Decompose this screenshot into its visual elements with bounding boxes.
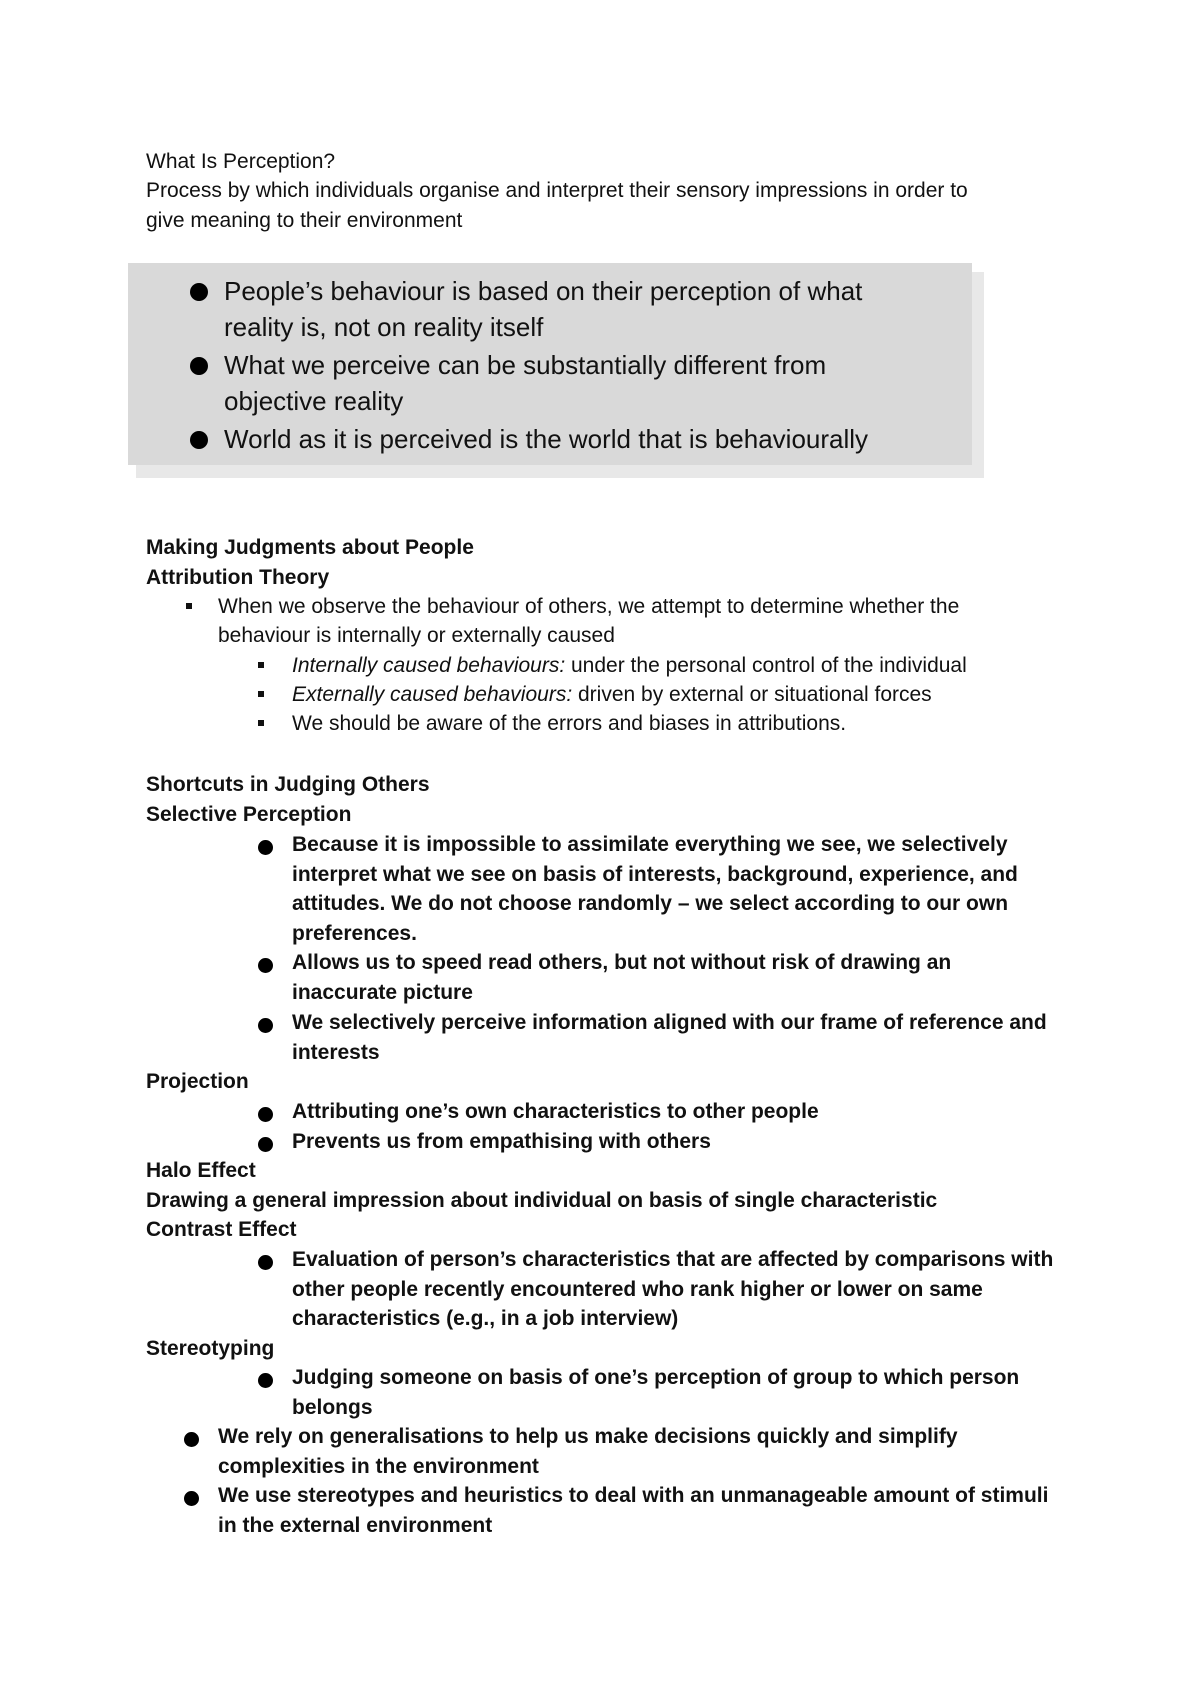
callout-bullet2-line1: What we perceive can be substantially different from [224,350,827,380]
external-text: driven by external or situational forces [572,683,932,706]
attribution-main-line2: behaviour is internally or externally caused [218,624,615,647]
intro-definition-line2: give meaning to their environment [146,209,463,232]
bullet-dot-icon [258,1255,273,1270]
internal-text: under the personal control of the individual [565,654,967,677]
callout-bullet1-line2: reality is, not on reality itself [224,312,544,342]
perception-callout-box [128,263,972,465]
square-bullet-icon [258,720,264,726]
intro-title: What Is Perception? [146,150,336,173]
projection-heading: Projection [146,1070,249,1093]
stereotyping-b2-l2: complexities in the environment [218,1455,539,1478]
projection-b1: Attributing one’s own characteristics to other people [292,1100,819,1123]
attribution-sub2 [292,680,932,709]
shortcuts-heading: Shortcuts in Judging Others [146,773,430,796]
stereotyping-b2-l1: We rely on generalisations to help us make decisions quickly and simplify [218,1425,958,1448]
bullet-dot-icon [258,840,273,855]
attribution-sub3: We should be aware of the errors and biases in attributions. [292,712,847,735]
selective-b3-l1: We selectively perceive information aligned with our frame of reference and [292,1011,1047,1034]
bullet-dot-icon [190,431,208,449]
bullet-dot-icon [258,1137,273,1152]
stereotyping-b1-l1: Judging someone on basis of one’s perception of group to which person [292,1366,1020,1389]
attribution-sub1 [292,651,967,680]
square-bullet-icon [258,691,264,697]
intro-definition-line1: Process by which individuals organise and interpret their sensory impressions in order to [146,179,968,202]
bullet-dot-icon [184,1491,199,1506]
callout-bullet2-line2: objective reality [224,386,404,416]
bullet-dot-icon [258,958,273,973]
selective-b1-l3: attitudes. We do not choose randomly – we select according to our own [292,892,1009,915]
selective-b2-l1: Allows us to speed read others, but not without risk of drawing an [292,951,952,974]
contrast-b1-l3: characteristics (e.g., in a job interview) [292,1307,679,1330]
internal-term: Internally caused behaviours: [292,654,566,677]
selective-b2-l2: inaccurate picture [292,981,473,1004]
callout-bullet3-line1: World as it is perceived is the world that is behaviourally [224,424,869,454]
bullet-dot-icon [184,1432,199,1447]
bullet-dot-icon [190,357,208,375]
bullet-dot-icon [258,1018,273,1033]
contrast-effect-heading: Contrast Effect [146,1218,297,1241]
stereotyping-b3-l2: in the external environment [218,1514,493,1537]
projection-b2: Prevents us from empathising with others [292,1130,711,1153]
halo-effect-text: Drawing a general impression about individual on basis of single characteristic [146,1189,938,1212]
bullet-dot-icon [258,1107,273,1122]
contrast-b1-l2: other people recently encountered who rank higher or lower on same [292,1278,983,1301]
external-term: Externally caused behaviours: [292,683,573,706]
bullet-dot-icon [258,1373,273,1388]
selective-b1-l2: interpret what we see on basis of interests, background, experience, and [292,863,1018,886]
contrast-b1-l1: Evaluation of person’s characteristics that are affected by comparisons with [292,1248,1054,1271]
attribution-main-line1: When we observe the behaviour of others, we attempt to determine whether the [218,595,960,618]
bullet-dot-icon [190,283,208,301]
selective-perception-heading: Selective Perception [146,803,352,826]
selective-b1-l4: preferences. [292,922,417,945]
halo-effect-heading: Halo Effect [146,1159,256,1182]
judgments-heading: Making Judgments about People [146,536,474,559]
stereotyping-heading: Stereotyping [146,1337,275,1360]
callout-bullet1-line1: People’s behaviour is based on their perception of what [224,276,863,306]
selective-b3-l2: interests [292,1041,380,1064]
stereotyping-b3-l1: We use stereotypes and heuristics to deal with an unmanageable amount of stimuli [218,1484,1049,1507]
stereotyping-b1-l2: belongs [292,1396,373,1419]
square-bullet-icon [258,662,264,668]
selective-b1-l1: Because it is impossible to assimilate everything we see, we selectively [292,833,1008,856]
attribution-theory-heading: Attribution Theory [146,566,330,589]
square-bullet-icon [186,603,192,609]
